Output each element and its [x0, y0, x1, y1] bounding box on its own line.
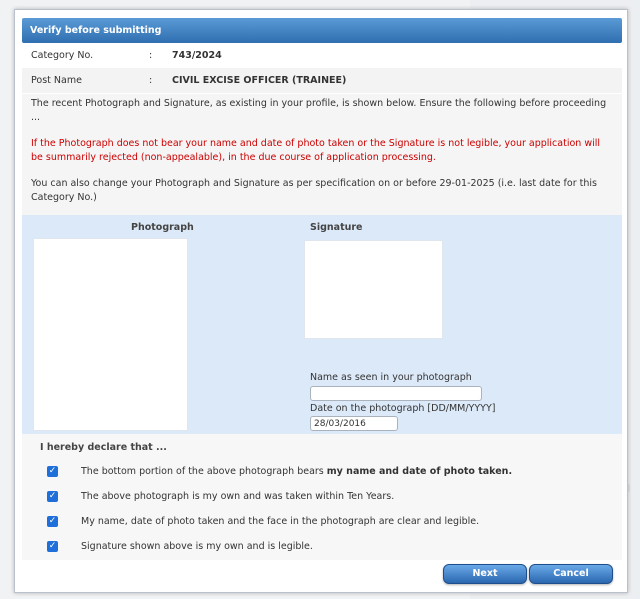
notice-change-info: You can also change your Photograph and Signature as per specification on or before 29-01-2025 (i.e. last date for this Category No.): [31, 178, 597, 203]
category-separator: :: [149, 50, 153, 61]
declaration-section: [22, 434, 622, 560]
notice-warning: If the Photograph does not bear your name and date of photo taken or the Signature is not legible, your application will be summarily rejected (non-appealable), in the due course of application processing.: [31, 138, 601, 163]
notice-panel: [22, 94, 622, 215]
declaration-checkbox-2[interactable]: ✓: [48, 491, 57, 501]
post-label: Post Name: [31, 75, 82, 86]
photograph-heading: Photograph: [131, 222, 194, 233]
post-value: CIVIL EXCISE OFFICER (TRAINEE): [172, 75, 347, 86]
name-on-photo-label: Name as seen in your photograph: [310, 372, 472, 383]
post-row: [22, 68, 622, 93]
declaration-text-3: My name, date of photo taken and the face in the photograph are clear and legible.: [81, 516, 480, 527]
declaration-checkbox-3[interactable]: ✓: [48, 516, 57, 526]
category-row: [22, 43, 622, 68]
photograph-image: [33, 238, 188, 431]
declaration-text-1: [81, 464, 512, 480]
cancel-button[interactable]: Cancel: [529, 564, 613, 584]
name-on-photo-input[interactable]: [310, 386, 482, 401]
declaration-checkbox-1[interactable]: ✓: [48, 466, 57, 476]
signature-image: [304, 240, 443, 339]
category-label: Category No.: [31, 50, 94, 61]
declaration-text-1-prefix: The bottom portion of the above photograph bears: [81, 466, 327, 477]
declaration-text-4: Signature shown above is my own and is legible.: [81, 541, 313, 552]
category-value: 743/2024: [172, 50, 222, 61]
verify-dialog: [14, 9, 628, 593]
photo-date-input[interactable]: [310, 416, 398, 431]
declaration-checkbox-4[interactable]: ✓: [48, 541, 57, 551]
next-button[interactable]: Next: [443, 564, 527, 584]
notice-intro: The recent Photograph and Signature, as existing in your profile, is shown below. Ensure the following before proceeding ...: [31, 98, 607, 123]
photo-date-label: Date on the photograph [DD/MM/YYYY]: [310, 403, 496, 414]
declaration-title: I hereby declare that ...: [40, 442, 167, 453]
photo-signature-section: [22, 215, 622, 434]
post-separator: :: [149, 75, 153, 86]
declaration-text-1-bold: my name and date of photo taken.: [326, 466, 513, 477]
declaration-text-2: The above photograph is my own and was taken within Ten Years.: [81, 491, 395, 502]
signature-heading: Signature: [310, 222, 363, 233]
dialog-title: Verify before submitting: [22, 18, 622, 43]
